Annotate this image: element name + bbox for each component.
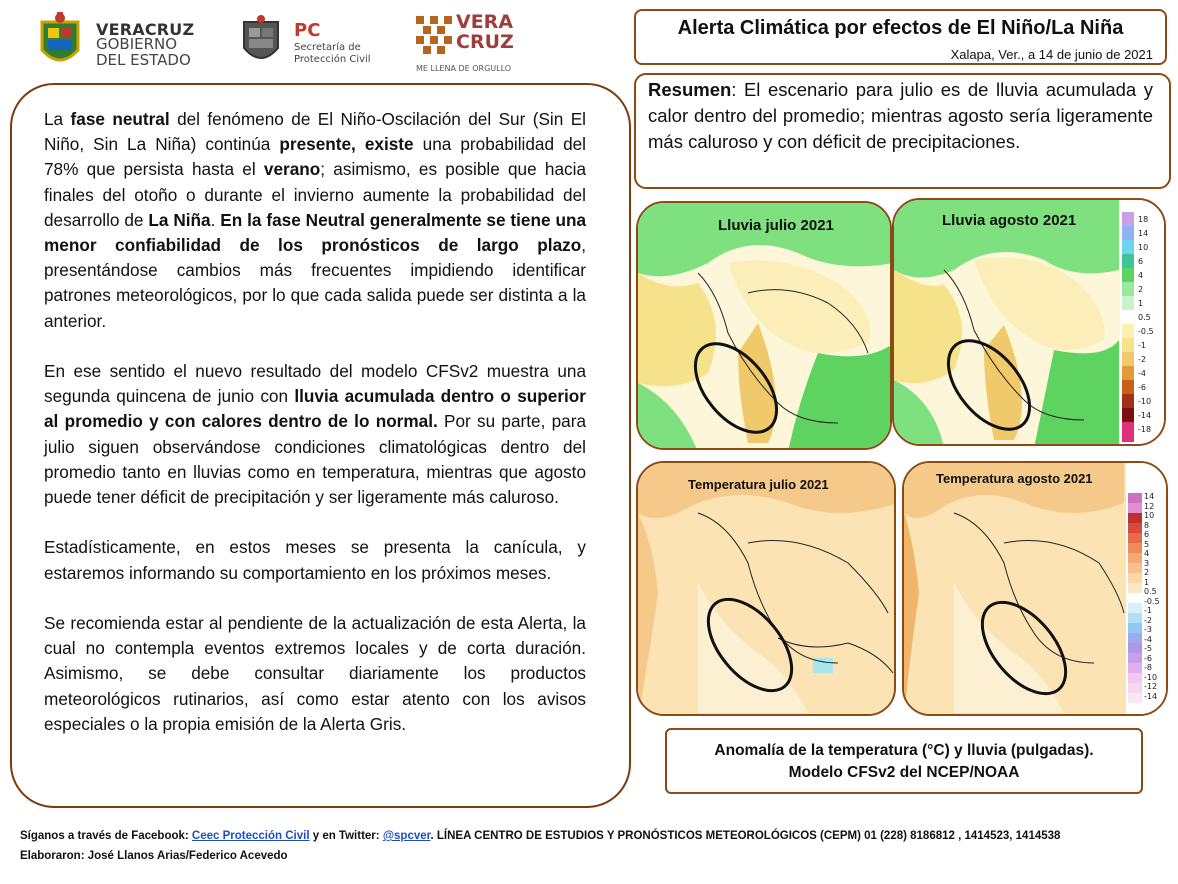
p2-text: En ese sentido el nuevo resultado del modelo CFSv2 muestra una segunda quincena de junio con — [44, 361, 586, 407]
map-label-rain-july: Lluvia julio 2021 — [718, 217, 834, 234]
rain-legend-ticks — [1138, 214, 1166, 444]
map-temp-july — [636, 461, 896, 716]
veracruz-seal-icon — [36, 12, 84, 70]
legend-tick: -2 — [1144, 615, 1152, 625]
rain-legend-bar — [1122, 212, 1134, 442]
legend-tick: 8 — [1144, 520, 1150, 530]
dateline: Xalapa, Ver., a 14 de junio de 2021 — [950, 47, 1153, 62]
legend-tick: 12 — [1144, 501, 1155, 511]
legend-tick: -10 — [1144, 672, 1158, 682]
legend-tick: -6 — [1138, 383, 1146, 392]
p1-text: del fenómeno de El Niño-Oscilación del Sur (Sin El Niño, Sin La Niña) continúa — [44, 109, 586, 155]
legend-tick: 3 — [1144, 558, 1150, 568]
temp-legend-ticks — [1144, 493, 1168, 713]
caption-line-1: Anomalía de la temperatura (°C) y lluvia (pulgadas). — [714, 742, 1094, 759]
legend-tick: 10 — [1138, 243, 1149, 252]
legend-tick: -5 — [1144, 644, 1152, 653]
legend-tick: -3 — [1144, 625, 1152, 634]
p1-bold: fase neutral — [70, 109, 170, 129]
legend-tick: -2 — [1138, 355, 1146, 364]
legend-tick: 5 — [1144, 539, 1150, 549]
temp-legend-bar — [1128, 493, 1142, 703]
legend-tick: 18 — [1138, 215, 1149, 224]
map-rain-july — [636, 201, 892, 450]
p1-bold: verano — [263, 159, 321, 180]
map-label-temp-august: Temperatura agosto 2021 — [936, 471, 1093, 486]
legend-tick: -10 — [1138, 397, 1152, 406]
legend-tick: 6 — [1144, 530, 1150, 539]
legend-tick: 14 — [1144, 492, 1155, 501]
p1-text: , presentándose cambios más frecuentes impidiendo identificar patrones meteorológicos, por lo que cada salida puede ser distinta a la anterior. — [44, 235, 586, 331]
legend-tick: 1 — [1144, 577, 1150, 587]
legend-tick: -14 — [1144, 691, 1158, 701]
p2-bold: lluvia acumulada dentro o superior al promedio y con calores dentro de lo normal. — [44, 386, 586, 432]
legend-tick: -0.5 — [1144, 596, 1160, 606]
map-temp-august — [902, 461, 1168, 716]
paragraph-2 — [44, 359, 586, 510]
veracruz-government-logo — [36, 8, 196, 74]
legend-tick: 1 — [1138, 299, 1144, 308]
maps-caption — [665, 728, 1143, 794]
legend-tick: -4 — [1144, 634, 1152, 644]
legend-tick: 4 — [1138, 271, 1144, 280]
facebook-link[interactable]: Ceec Protección Civil — [191, 830, 310, 842]
legend-tick: -6 — [1144, 653, 1152, 663]
logo-text-veracruz: VERACRUZ — [96, 20, 195, 39]
p2-text: Por su parte, para julio siguen observándose condiciones climatológicas dentro del promedio tanto en lluvias como en temperatura, mientras que agosto puede tener déficit de precipitación y ser ligeramente más caluroso. — [44, 411, 587, 508]
pc-seal-icon — [238, 14, 284, 68]
logo-text-proteccion: Protección Civil — [294, 54, 371, 65]
logo-text-gobierno: GOBIERNO — [96, 35, 178, 53]
logo-text-pc: PC — [294, 20, 321, 41]
logo-text-cruz: CRUZ — [456, 31, 514, 53]
paragraph-3: Estadísticamente, en estos meses se presenta la canícula, y estaremos informando su comportamiento en los próximos meses. — [44, 537, 586, 583]
legend-tick: -18 — [1138, 425, 1152, 434]
legend-tick: 0.5 — [1138, 313, 1151, 322]
legend-tick: 14 — [1138, 229, 1149, 238]
p1-bold: En la fase Neutral generalmente se tiene una menor confiabilidad de los pronósticos de largo plazo — [44, 209, 587, 256]
legend-tick: 0.5 — [1144, 587, 1157, 596]
logo-text-estado: DEL ESTADO — [96, 51, 191, 69]
veracruz-brand-logo — [414, 12, 518, 78]
summary-text: : El escenario para julio es de lluvia acumulada y calor dentro del promedio; mientras agosto sería ligeramente más caluroso y con déficit de precipitaciones. — [648, 79, 1153, 152]
legend-tick: -4 — [1138, 369, 1146, 378]
p1-text: ; asimismo, es posible que hacia finales del otoño o durante el invierno aumente la probabilidad del desarrollo de — [44, 159, 587, 230]
summary-label: Resumen — [648, 79, 732, 100]
caption-line-2: Modelo CFSv2 del NCEP/NOAA — [788, 764, 1020, 781]
twitter-link[interactable]: @spcver — [382, 830, 431, 842]
footer-twitter-prefix: y en Twitter: — [309, 830, 383, 842]
rain-july-map-graphic — [638, 203, 892, 450]
p1-text: La — [44, 109, 71, 129]
legend-tick: 4 — [1144, 549, 1150, 558]
legend-tick: -14 — [1138, 411, 1152, 420]
map-label-rain-august: Lluvia agosto 2021 — [942, 212, 1077, 229]
legend-tick: -12 — [1144, 682, 1158, 691]
paragraph-4: Se recomienda estar al pendiente de la actualización de esta Alerta, la cual no contempla eventos extremos locales y de corta duración. Asimismo, se debe consultar diariamente los productos meteorológicos rutinarios, así como estar atento con los avisos especiales o la propia emisión de la Alerta Gris. — [44, 613, 586, 734]
summary-box — [634, 73, 1171, 189]
p1-text: . — [210, 209, 221, 230]
legend-tick: 2 — [1144, 568, 1150, 577]
veracruz-pattern-icon — [414, 14, 454, 58]
footer-phone-line: . LÍNEA CENTRO DE ESTUDIOS Y PRONÓSTICOS METEOROLÓGICOS (CEPM) 01 (228) 8186812 , 1414523, 1414538 — [430, 830, 1061, 842]
legend-tick: -1 — [1138, 341, 1146, 350]
legend-tick: -0.5 — [1138, 327, 1154, 336]
proteccion-civil-logo — [238, 10, 388, 72]
legend-tick: -1 — [1144, 606, 1152, 615]
legend-tick: 6 — [1138, 257, 1144, 266]
paragraph-1 — [44, 107, 586, 334]
footer-follow-prefix: Síganos a través de Facebook: — [20, 830, 192, 842]
page-title: Alerta Climática por efectos de El Niño/La Niña — [677, 17, 1124, 39]
p1-bold: La Niña — [148, 209, 211, 230]
p1-text: una probabilidad del 78% que persista hasta el — [44, 134, 587, 180]
logo-text-secretaria: Secretaría de — [294, 42, 361, 53]
legend-tick: -8 — [1144, 663, 1152, 672]
temp-july-map-graphic — [638, 463, 896, 716]
p1-bold: presente, existe — [279, 134, 414, 155]
logo-text-vera: VERA — [456, 11, 514, 33]
main-text-box — [10, 83, 631, 808]
footer-contact — [20, 830, 1060, 842]
title-box — [634, 9, 1167, 65]
map-rain-august — [892, 198, 1166, 446]
footer-credits: Elaboraron: José Llanos Arias/Federico Acevedo — [20, 850, 288, 862]
map-label-temp-july: Temperatura julio 2021 — [688, 477, 829, 492]
legend-tick: 2 — [1138, 285, 1144, 294]
legend-tick: 10 — [1144, 511, 1155, 520]
logo-tagline: ME LLENA DE ORGULLO — [416, 64, 512, 73]
